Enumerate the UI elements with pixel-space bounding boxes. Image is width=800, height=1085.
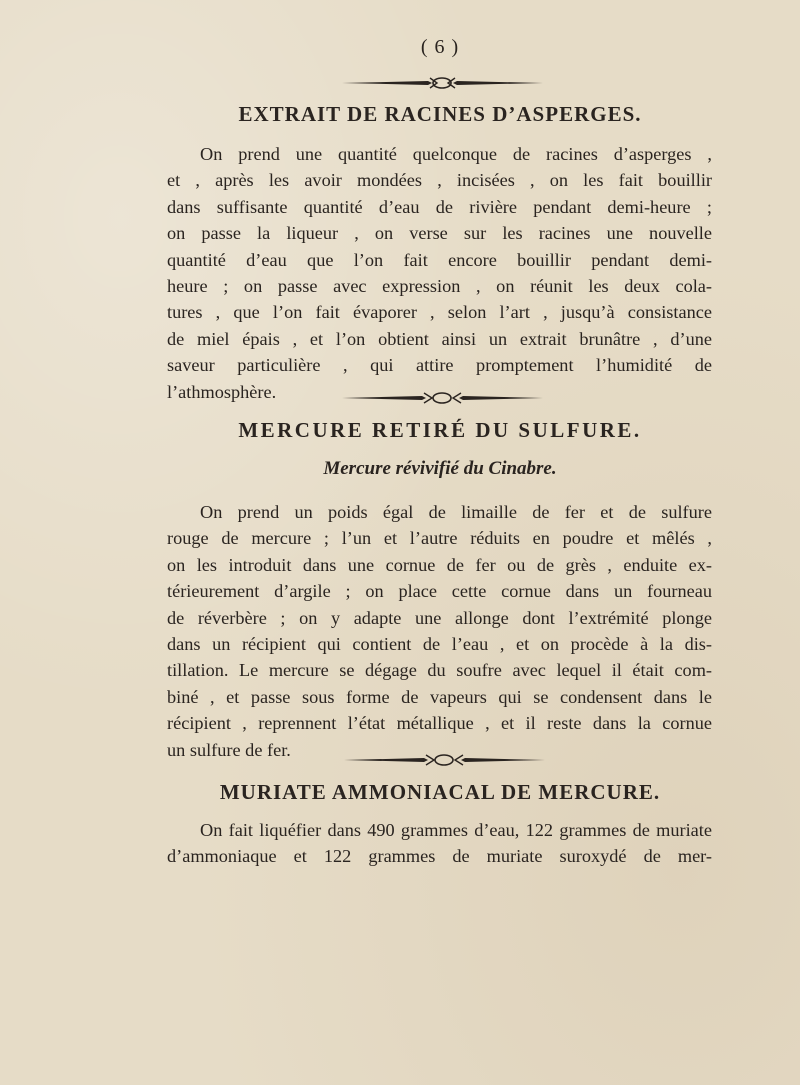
text-line: rouge de mercure ; l’un et l’autre réduits en poudre et mêlés ,: [167, 528, 712, 549]
text-line: d’ammoniaque et 122 grammes de muriate suroxydé de mer-: [167, 846, 712, 867]
text-line: de réverbère ; on y adapte une allonge dont l’extrémité plonge: [167, 607, 712, 628]
text-line: quantité d’eau que l’on fait encore bouillir pendant demi-: [167, 249, 712, 270]
ornament-divider-top: [340, 76, 545, 90]
text-line: dans un récipient qui contient de l’eau , et on procède à la dis-: [167, 634, 712, 655]
section-heading-muriate: MURIATE AMMONIACAL DE MERCURE.: [219, 780, 661, 804]
text-line: térieurement d’argile ; on place cette cornue dans un fourneau: [167, 581, 712, 602]
section-heading-asperges: EXTRAIT DE RACINES D’ASPERGES.: [238, 102, 642, 126]
text-line: biné , et passe sous forme de vapeurs qui se condensent dans le: [167, 686, 712, 707]
text-line: on passe la liqueur , on verse sur les racines une nouvelle: [167, 223, 712, 244]
text-line: dans suffisante quantité d’eau de rivière pendant demi-heure ;: [167, 196, 712, 217]
section-heading-mercure: MERCURE RETIRÉ DU SULFURE.: [238, 418, 642, 442]
paragraph-muriate: [167, 817, 712, 870]
text-line: saveur particulière , qui attire promptement l’humidité de: [167, 355, 712, 376]
text-line: l’athmosphère.: [167, 381, 277, 402]
text-line: On fait liquéfier dans 490 grammes d’eau, 122 grammes de muriate: [200, 820, 712, 840]
text-line: tillation. Le mercure se dégage du soufre avec lequel il était com-: [167, 660, 712, 681]
text-line: heure ; on passe avec expression , on réunit les deux cola-: [167, 276, 712, 297]
text-line: on les introduit dans une cornue de fer ou de grès , enduite ex-: [167, 554, 712, 575]
text-line: un sulfure de fer.: [167, 739, 291, 760]
text-line: On prend un poids égal de limaille de fer et de sulfure: [200, 502, 712, 522]
text-line: On prend une quantité quelconque de racines d’asperges ,: [200, 144, 712, 164]
ornament-divider-2: [340, 391, 545, 405]
ornament-divider-3: [342, 753, 547, 767]
paragraph-asperges: [167, 141, 712, 405]
text-line: de miel épais , et l’on obtient ainsi un extrait brunâtre , d’une: [167, 328, 712, 349]
page-number: ( 6 ): [420, 36, 460, 58]
text-line: récipient , reprennent l’état métallique , et il reste dans la cornue: [167, 713, 712, 734]
paragraph-mercure: [167, 499, 712, 763]
section-subheading-cinabre: Mercure révivifié du Cinabre.: [323, 458, 557, 479]
text-line: et , après les avoir mondées , incisées , on les fait bouillir: [167, 170, 712, 191]
text-line: tures , que l’on fait évaporer , selon l’art , jusqu’à consistance: [167, 302, 712, 323]
